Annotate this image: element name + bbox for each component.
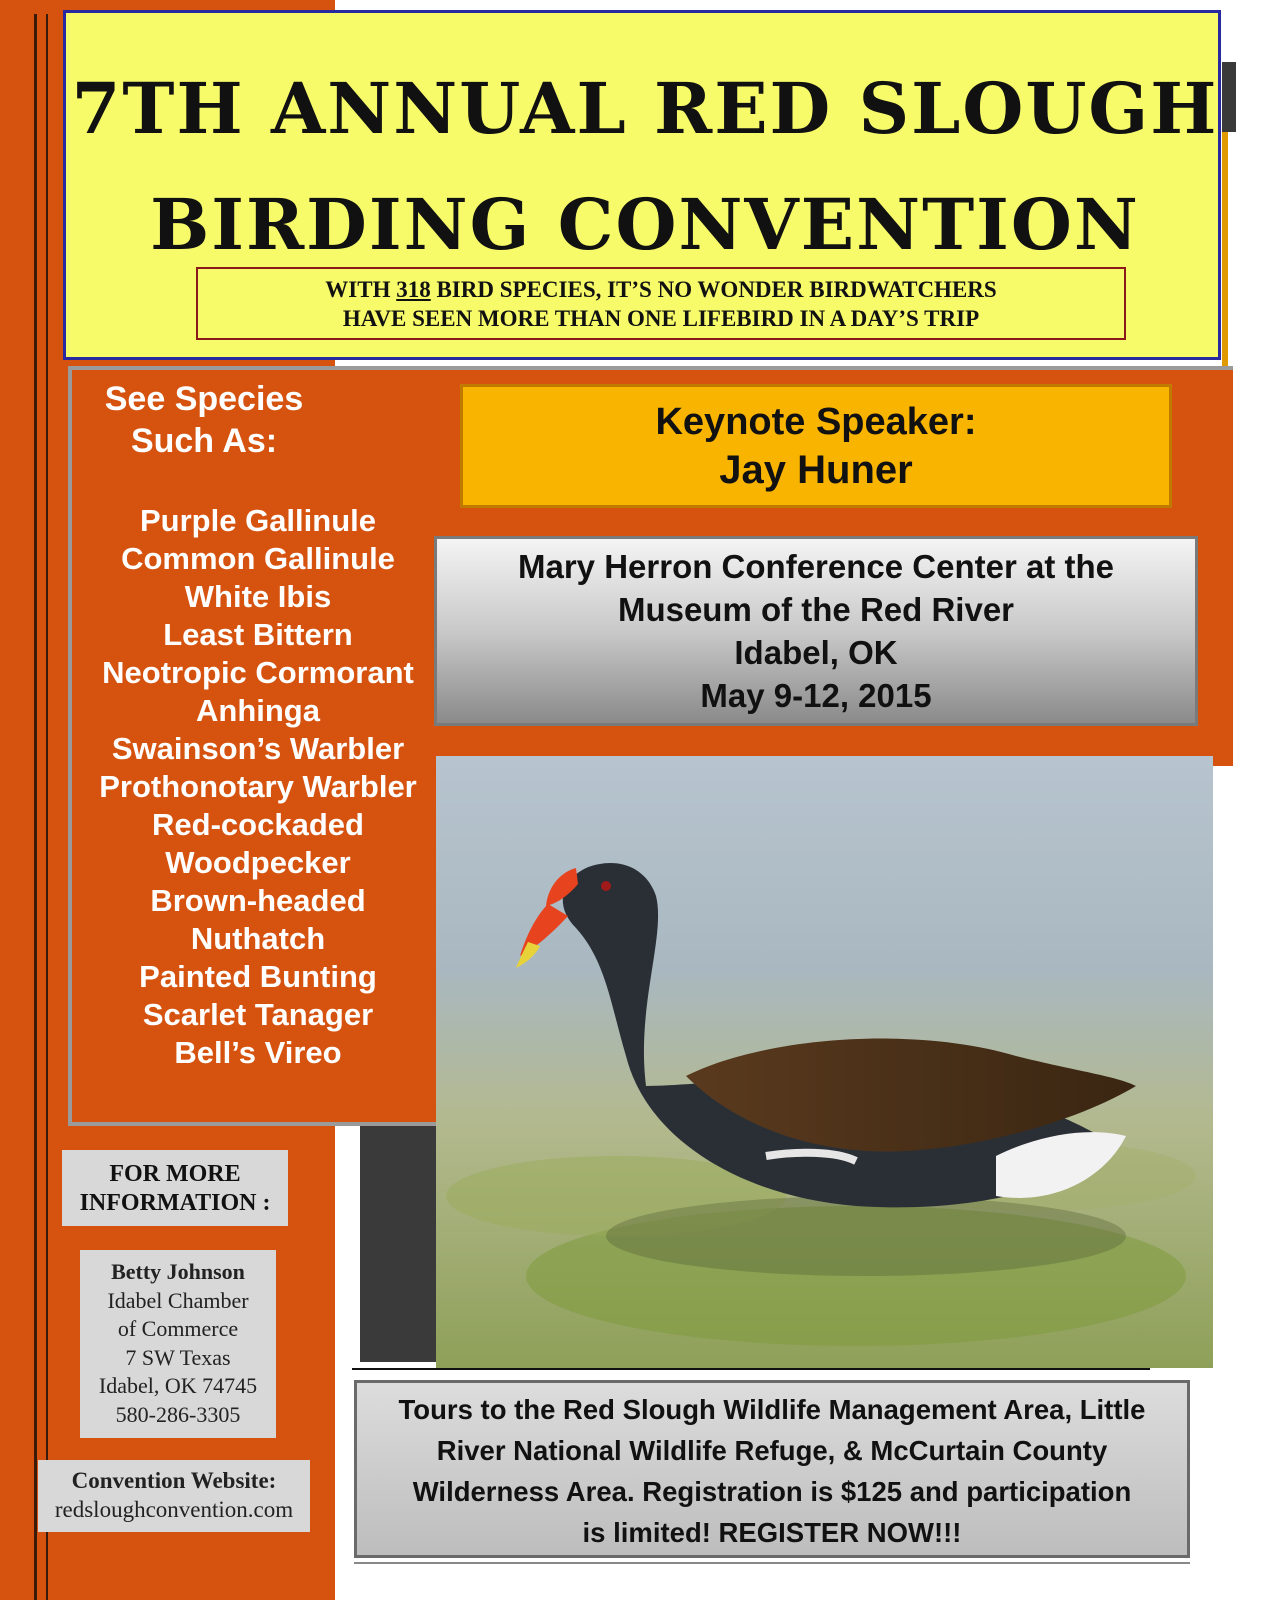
venue-line-3: Idabel, OK [734,634,898,671]
subtitle-line-1 [198,275,1124,304]
subtitle-box [196,267,1126,340]
contact-org-2: of Commerce [117,1316,239,1341]
info-heading-line-1: FOR MORE [109,1161,241,1187]
website-link[interactable]: redsloughconvention.com [54,1497,294,1522]
list-item: Scarlet Tanager [142,997,374,1032]
info-heading-line-2: INFORMATION : [79,1190,271,1216]
keynote-speaker-name: Jay Huner [719,448,913,492]
contact-phone[interactable]: 580-286-3305 [115,1401,241,1427]
list-item: Least Bittern [163,617,353,652]
tours-box [354,1380,1190,1558]
bird-eye [601,881,611,891]
keynote-label: Keynote Speaker: [655,401,977,443]
title-line-1: 7TH ANNUAL RED SLOUGH [71,67,1219,150]
title-banner [63,10,1221,360]
website-box [38,1460,310,1532]
contact-city: Idabel, OK 74745 [98,1373,258,1398]
left-divider-line [46,14,48,1600]
dark-accent-block [360,1126,436,1362]
bird-reflection [606,1196,1126,1276]
contact-org-1: Idabel Chamber [107,1287,249,1313]
title-line-2: BIRDING CONVENTION [150,183,1140,266]
subtitle-suffix: BIRD SPECIES, IT’S NO WONDER BIRDWATCHERS [430,277,997,302]
species-list [78,502,438,1072]
tours-line-4: is limited! REGISTER NOW!!! [582,1517,962,1548]
species-heading-line-2: Such As: [130,422,278,460]
keynote-box [460,384,1172,508]
venue-date: May 9-12, 2015 [700,677,932,714]
tours-line-3: Wilderness Area. Registration is $125 and participation [412,1476,1132,1507]
list-item: Neotropic Cormorant [102,655,414,690]
venue-line-2: Museum of the Red River [617,591,1015,628]
contact-street: 7 SW Texas [125,1344,231,1370]
list-item: Purple Gallinule [140,503,376,538]
list-item: Anhinga [196,693,320,728]
tours-line-2: River National Wildlife Refuge, & McCurtain County [436,1435,1108,1466]
right-dark-bar [1222,62,1236,132]
species-heading-line-1: See Species [104,380,304,418]
page-title [66,51,1224,283]
subtitle-line-2: HAVE SEEN MORE THAN ONE LIFEBIRD IN A DAY’S TRIP [342,306,980,331]
list-item: Swainson’s Warbler [111,731,405,766]
list-item: White Ibis [184,579,332,614]
venue-box [434,536,1198,726]
list-item: Brown-headed [150,883,366,918]
species-heading [84,378,324,462]
gallinule-photo [436,756,1213,1368]
list-item: Red-cockaded [152,807,364,842]
tours-divider [352,1368,1150,1370]
list-item: Common Gallinule [121,541,395,576]
list-item: Prothonotary Warbler [99,769,417,804]
info-heading-box [62,1150,288,1226]
website-label: Convention Website: [71,1468,277,1493]
species-count: 318 [396,277,431,302]
tours-line-1: Tours to the Red Slough Wildlife Management Area, Little [398,1394,1146,1425]
subtitle-prefix: WITH [325,277,397,302]
venue-line-1: Mary Herron Conference Center at the [518,548,1114,585]
list-item: Bell’s Vireo [174,1035,342,1070]
contact-box [80,1250,276,1438]
list-item: Painted Bunting [139,959,377,994]
contact-name: Betty Johnson [111,1259,245,1284]
left-divider-line [34,14,37,1600]
list-item: Woodpecker [165,845,351,880]
list-item: Nuthatch [190,921,326,956]
tours-bottom-divider [354,1562,1190,1564]
